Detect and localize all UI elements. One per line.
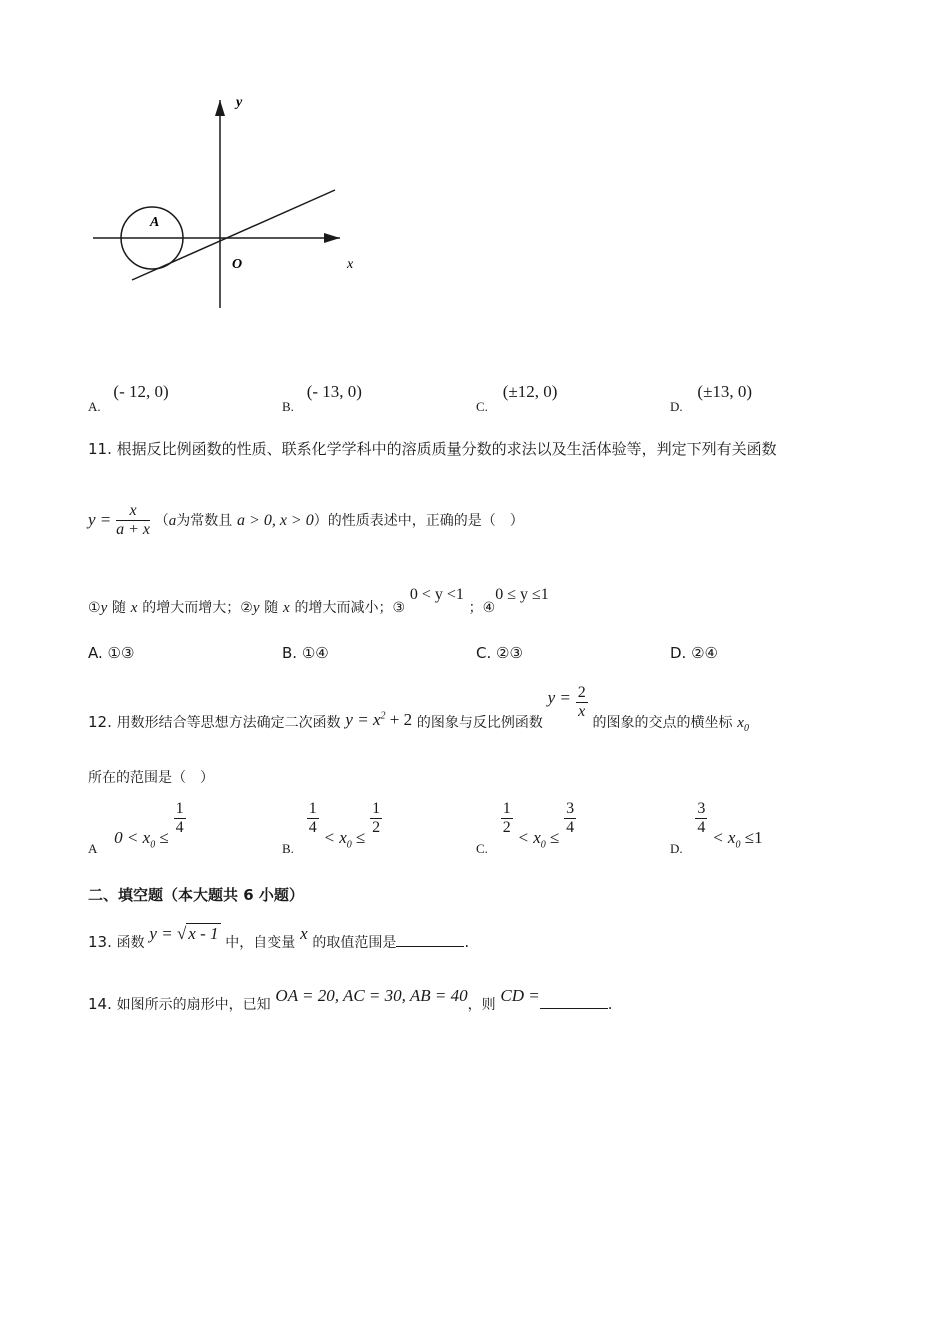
stem-a: 用数形结合等思想方法确定二次函数 (116, 715, 341, 731)
option-sub: 0 (540, 839, 546, 851)
stmt-2-end: 的增大而减小；③ (294, 600, 406, 616)
stmt-2-mid: 随 (264, 600, 279, 616)
q11-option-d: D. ②④ (670, 644, 718, 662)
question-number: 12. (88, 713, 112, 731)
fraction-numerator: 3 (697, 800, 706, 817)
q12-option-d (670, 800, 763, 856)
y-axis-arrow (215, 100, 225, 116)
q13 (88, 924, 470, 951)
option-left-fraction (501, 800, 513, 837)
stmt-sep: ；④ (468, 600, 496, 616)
y-axis-label: y (236, 95, 243, 110)
q10-option-a (88, 382, 169, 414)
fraction-denominator: 4 (697, 819, 706, 836)
func-lhs: y = (149, 924, 177, 943)
q11-option-b: B. ①④ (282, 644, 329, 662)
func-lhs: y = (88, 510, 112, 529)
q10-option-c (476, 382, 558, 414)
q14-text-b: ，则 (467, 997, 496, 1013)
option-mid (517, 828, 560, 851)
quad-func (345, 710, 412, 729)
q10-option-b (282, 382, 362, 414)
stem-b: 的图象与反比例函数 (416, 715, 543, 731)
stem-text: 根据反比例函数的性质、联系化学学科中的溶质质量分数的求法以及生活体验等，判定下列有关函数 (116, 440, 777, 458)
quad-exp: 2 (380, 710, 386, 722)
fraction-numerator: 1 (502, 800, 511, 817)
option-rel: ≤1 (740, 828, 763, 847)
fraction-denominator: 2 (372, 819, 381, 836)
fraction-numerator: 3 (566, 800, 575, 817)
option-fraction (174, 800, 186, 837)
question-number: 14. (88, 995, 112, 1013)
q12-option-a (88, 800, 186, 856)
option-label: B. (282, 841, 294, 856)
option-value: (- 12, 0) (113, 382, 169, 401)
option-left-fraction (695, 800, 707, 837)
q10-option-d (670, 382, 753, 414)
cond-text: 为常数且 (176, 513, 233, 529)
q12-option-c (476, 800, 576, 856)
option-label: C. (476, 399, 488, 414)
stmt-1-end: 的增大而增大；② (142, 600, 253, 616)
inv-lhs: y = (547, 688, 571, 707)
option-mid (712, 828, 763, 851)
cond-suffix: ）的性质表述中，正确的是（ ） (313, 513, 524, 529)
x0-base: x (737, 715, 744, 731)
sqrt-symbol: √ (176, 924, 187, 943)
q11-option-c: C. ②③ (476, 644, 523, 662)
cond-math: a > 0, x > 0 (237, 512, 314, 529)
fraction-denominator: 4 (175, 819, 184, 836)
option-mid-text: < x (712, 828, 736, 847)
section-title: 二、填空题（本大题共 6 小题） (88, 886, 304, 904)
fraction-denominator: 4 (566, 819, 575, 836)
sqrt-arg: x - 1 (188, 924, 219, 943)
fraction-denominator: 2 (502, 819, 511, 836)
option-left-text: 0 < x (114, 828, 151, 847)
q14-cd: CD = (500, 986, 540, 1005)
q11-option-a: A. ①③ (88, 644, 135, 662)
option-label: C. (476, 841, 488, 856)
option-rel: ≤ (351, 828, 366, 847)
inv-fraction (576, 684, 588, 721)
answer-blank[interactable] (396, 946, 464, 947)
q12-stem-line1 (88, 680, 749, 734)
fraction-numerator: x (116, 502, 150, 521)
fraction-denominator: 4 (308, 819, 317, 836)
option-fraction (370, 800, 382, 837)
option-label: D. (670, 841, 683, 856)
q11-stem-line1 (88, 438, 777, 459)
q14-text-a: 如图所示的扇形中，已知 (116, 997, 271, 1013)
func-fraction (116, 502, 150, 539)
q13-end: . (464, 933, 470, 951)
q11-statements (88, 584, 549, 616)
quad-base: y = x (345, 710, 381, 729)
q14-math: OA = 20, AC = 30, AB = 40 (275, 986, 468, 1005)
cond-a: a (168, 513, 177, 529)
option-value: (- 13, 0) (306, 382, 362, 401)
option-label: D. (670, 399, 683, 414)
option-label: A. (88, 399, 101, 414)
fraction-denominator: x (578, 703, 586, 720)
option-label: A (88, 841, 98, 856)
x-axis-label: x (347, 257, 354, 272)
fraction-denominator: a + x (116, 521, 150, 538)
option-rel: ≤ (545, 828, 560, 847)
x-axis-arrow (324, 233, 340, 243)
stmt-1-y: y (100, 600, 108, 616)
stmt-1-prefix: ① (88, 600, 101, 616)
q13-text-c: 的取值范围是 (312, 935, 397, 951)
cond-prefix: （ (154, 513, 169, 529)
q14 (88, 986, 613, 1013)
option-mid (323, 828, 366, 851)
option-value: (±12, 0) (502, 382, 558, 401)
option-mid-text: < x (323, 828, 347, 847)
x0 (737, 715, 749, 734)
option-sub: 0 (150, 839, 156, 851)
option-sub: 0 (346, 839, 352, 851)
q13-text-a: 函数 (116, 935, 145, 951)
option-rel: ≤ (155, 828, 169, 847)
coordinate-figure (85, 90, 375, 320)
origin-label: O (232, 257, 243, 272)
q13-text-b: 中，自变量 (225, 935, 296, 951)
fraction-numerator: 1 (175, 800, 184, 817)
answer-blank[interactable] (540, 1008, 608, 1009)
stmt-1-mid: 随 (112, 600, 127, 616)
stmt-3: 0 < y <1 (409, 586, 464, 603)
stem-c: 的图象的交点的横坐标 (592, 715, 733, 731)
q12-option-b (282, 800, 382, 856)
q13-var: x (300, 924, 308, 943)
option-sub: 0 (735, 839, 741, 851)
q11-stem-line2 (88, 502, 524, 539)
question-number: 13. (88, 933, 112, 951)
fraction-numerator: 1 (372, 800, 381, 817)
stmt-1-x: x (130, 600, 138, 616)
option-left-fraction (307, 800, 319, 837)
q12-stem-line2: 所在的范围是（ ） (88, 770, 214, 786)
x0-sub: 0 (743, 723, 749, 734)
fraction-numerator: 2 (577, 684, 586, 701)
quad-tail: + 2 (385, 710, 413, 729)
q13-func (149, 923, 220, 943)
option-fraction (564, 800, 576, 837)
fraction-numerator: 1 (308, 800, 317, 817)
circle-label: A (150, 215, 160, 230)
stmt-2-x: x (283, 600, 290, 616)
option-value: (±13, 0) (697, 382, 753, 401)
option-left (114, 828, 169, 851)
stmt-4: 0 ≤ y ≤1 (495, 586, 549, 603)
stmt-2-y: y (252, 600, 260, 616)
q14-end: . (607, 995, 613, 1013)
question-number: 11. (88, 440, 112, 458)
option-mid-text: < x (517, 828, 541, 847)
option-label: B. (282, 399, 294, 414)
